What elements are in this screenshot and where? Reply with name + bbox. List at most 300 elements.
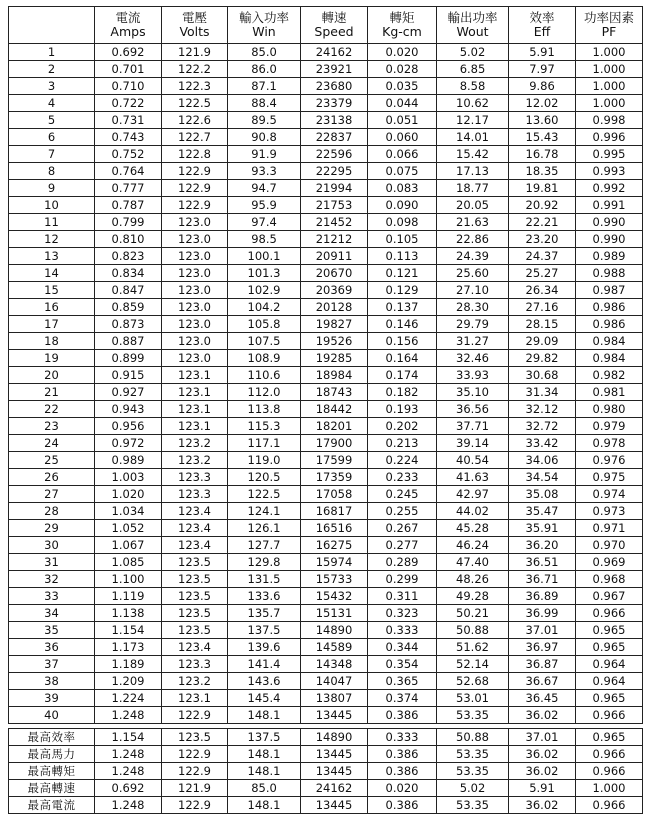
header-torque-zh: 轉矩 (389, 10, 415, 25)
summary-label: 最高效率 (9, 729, 95, 746)
cell-wout: 28.30 (437, 299, 509, 316)
cell-volts: 122.9 (162, 707, 228, 724)
header-win-en: Win (252, 24, 276, 39)
cell-torque: 0.035 (368, 78, 437, 95)
cell-torque: 0.020 (368, 44, 437, 61)
cell-volts: 122.9 (162, 163, 228, 180)
cell-speed: 13445 (301, 797, 368, 814)
cell-eff: 16.78 (509, 146, 576, 163)
cell-speed: 20911 (301, 248, 368, 265)
cell-win: 101.3 (228, 265, 301, 282)
cell-eff: 36.45 (509, 690, 576, 707)
cell-index: 28 (9, 503, 95, 520)
cell-pf: 0.998 (576, 112, 643, 129)
cell-amps: 0.847 (95, 282, 162, 299)
table-row (9, 333, 643, 350)
cell-volts: 122.7 (162, 129, 228, 146)
cell-wout: 52.68 (437, 673, 509, 690)
cell-win: 131.5 (228, 571, 301, 588)
cell-amps: 1.224 (95, 690, 162, 707)
cell-win: 108.9 (228, 350, 301, 367)
cell-eff: 32.72 (509, 418, 576, 435)
cell-speed: 22295 (301, 163, 368, 180)
summary-label: 最高轉矩 (9, 763, 95, 780)
cell-torque: 0.060 (368, 129, 437, 146)
header-eff (509, 7, 576, 44)
cell-volts: 123.1 (162, 418, 228, 435)
cell-speed: 17058 (301, 486, 368, 503)
cell-amps: 1.085 (95, 554, 162, 571)
cell-index: 37 (9, 656, 95, 673)
cell-win: 112.0 (228, 384, 301, 401)
table-row (9, 163, 643, 180)
cell-win: 102.9 (228, 282, 301, 299)
cell-wout: 17.13 (437, 163, 509, 180)
cell-win: 119.0 (228, 452, 301, 469)
cell-speed: 16516 (301, 520, 368, 537)
cell-win: 148.1 (228, 763, 301, 780)
cell-amps: 0.701 (95, 61, 162, 78)
cell-volts: 123.5 (162, 571, 228, 588)
cell-amps: 0.915 (95, 367, 162, 384)
table-row (9, 282, 643, 299)
cell-amps: 1.067 (95, 537, 162, 554)
header-volts-zh: 電壓 (181, 10, 207, 25)
cell-eff: 7.97 (509, 61, 576, 78)
cell-speed: 18201 (301, 418, 368, 435)
table-row (9, 316, 643, 333)
cell-amps: 0.956 (95, 418, 162, 435)
cell-index: 21 (9, 384, 95, 401)
summary-row (9, 780, 643, 797)
cell-index: 12 (9, 231, 95, 248)
cell-amps: 0.859 (95, 299, 162, 316)
table-row (9, 690, 643, 707)
cell-torque: 0.233 (368, 469, 437, 486)
cell-volts: 123.2 (162, 452, 228, 469)
cell-win: 117.1 (228, 435, 301, 452)
cell-wout: 47.40 (437, 554, 509, 571)
cell-torque: 0.267 (368, 520, 437, 537)
cell-wout: 24.39 (437, 248, 509, 265)
table-row (9, 61, 643, 78)
header-eff-zh: 效率 (529, 10, 555, 25)
cell-index: 14 (9, 265, 95, 282)
cell-index: 23 (9, 418, 95, 435)
cell-speed: 16817 (301, 503, 368, 520)
cell-amps: 1.003 (95, 469, 162, 486)
cell-win: 145.4 (228, 690, 301, 707)
cell-wout: 37.71 (437, 418, 509, 435)
cell-volts: 122.9 (162, 746, 228, 763)
table-row (9, 639, 643, 656)
cell-torque: 0.164 (368, 350, 437, 367)
cell-index: 11 (9, 214, 95, 231)
cell-win: 104.2 (228, 299, 301, 316)
cell-wout: 44.02 (437, 503, 509, 520)
cell-wout: 5.02 (437, 44, 509, 61)
table-row (9, 265, 643, 282)
cell-wout: 48.26 (437, 571, 509, 588)
cell-volts: 123.0 (162, 248, 228, 265)
table-row (9, 588, 643, 605)
cell-volts: 122.5 (162, 95, 228, 112)
cell-speed: 14890 (301, 622, 368, 639)
header-win (228, 7, 301, 44)
cell-index: 18 (9, 333, 95, 350)
cell-wout: 50.21 (437, 605, 509, 622)
summary-label: 最高電流 (9, 797, 95, 814)
cell-amps: 0.692 (95, 780, 162, 797)
cell-wout: 50.88 (437, 729, 509, 746)
cell-pf: 0.970 (576, 537, 643, 554)
cell-speed: 14348 (301, 656, 368, 673)
cell-torque: 0.182 (368, 384, 437, 401)
cell-pf: 0.966 (576, 763, 643, 780)
cell-pf: 0.981 (576, 384, 643, 401)
cell-win: 122.5 (228, 486, 301, 503)
cell-volts: 121.9 (162, 44, 228, 61)
cell-wout: 12.17 (437, 112, 509, 129)
cell-amps: 0.927 (95, 384, 162, 401)
cell-wout: 53.35 (437, 797, 509, 814)
cell-index: 17 (9, 316, 95, 333)
cell-wout: 35.10 (437, 384, 509, 401)
cell-volts: 123.2 (162, 673, 228, 690)
cell-wout: 46.24 (437, 537, 509, 554)
cell-amps: 0.899 (95, 350, 162, 367)
summary-label: 最高轉速 (9, 780, 95, 797)
cell-index: 30 (9, 537, 95, 554)
cell-volts: 123.0 (162, 299, 228, 316)
cell-win: 141.4 (228, 656, 301, 673)
cell-wout: 33.93 (437, 367, 509, 384)
summary-rows (9, 729, 643, 814)
cell-speed: 18984 (301, 367, 368, 384)
cell-index: 39 (9, 690, 95, 707)
cell-speed: 24162 (301, 780, 368, 797)
cell-win: 110.6 (228, 367, 301, 384)
table-row (9, 656, 643, 673)
table-row (9, 384, 643, 401)
cell-index: 16 (9, 299, 95, 316)
cell-win: 124.1 (228, 503, 301, 520)
cell-amps: 1.119 (95, 588, 162, 605)
cell-torque: 0.083 (368, 180, 437, 197)
cell-torque: 0.193 (368, 401, 437, 418)
header-torque-en: Kg-cm (382, 24, 422, 39)
cell-eff: 12.02 (509, 95, 576, 112)
cell-wout: 14.01 (437, 129, 509, 146)
cell-speed: 14047 (301, 673, 368, 690)
cell-win: 135.7 (228, 605, 301, 622)
cell-amps: 0.989 (95, 452, 162, 469)
table-row (9, 537, 643, 554)
header-volts (162, 7, 228, 44)
cell-pf: 0.990 (576, 231, 643, 248)
cell-torque: 0.137 (368, 299, 437, 316)
header-win-zh: 輸入功率 (238, 10, 289, 25)
cell-torque: 0.333 (368, 729, 437, 746)
cell-eff: 33.42 (509, 435, 576, 452)
cell-speed: 19827 (301, 316, 368, 333)
cell-amps: 0.972 (95, 435, 162, 452)
cell-torque: 0.146 (368, 316, 437, 333)
table-row (9, 707, 643, 724)
cell-pf: 0.984 (576, 333, 643, 350)
cell-amps: 0.722 (95, 95, 162, 112)
table-row (9, 112, 643, 129)
table-row (9, 401, 643, 418)
cell-amps: 0.692 (95, 44, 162, 61)
cell-torque: 0.020 (368, 780, 437, 797)
cell-index: 22 (9, 401, 95, 418)
cell-volts: 123.0 (162, 282, 228, 299)
cell-pf: 0.989 (576, 248, 643, 265)
cell-wout: 32.46 (437, 350, 509, 367)
header-index (9, 7, 95, 44)
cell-pf: 1.000 (576, 78, 643, 95)
cell-volts: 122.2 (162, 61, 228, 78)
cell-volts: 122.9 (162, 197, 228, 214)
cell-speed: 13445 (301, 746, 368, 763)
cell-pf: 0.964 (576, 656, 643, 673)
cell-pf: 0.969 (576, 554, 643, 571)
cell-speed: 22837 (301, 129, 368, 146)
cell-speed: 17900 (301, 435, 368, 452)
cell-pf: 0.966 (576, 605, 643, 622)
cell-index: 7 (9, 146, 95, 163)
summary-row (9, 797, 643, 814)
cell-torque: 0.386 (368, 707, 437, 724)
cell-torque: 0.113 (368, 248, 437, 265)
cell-wout: 53.35 (437, 763, 509, 780)
cell-amps: 0.710 (95, 78, 162, 95)
table-row (9, 554, 643, 571)
cell-index: 6 (9, 129, 95, 146)
cell-eff: 37.01 (509, 729, 576, 746)
header-speed (301, 7, 368, 44)
cell-wout: 29.79 (437, 316, 509, 333)
cell-amps: 1.034 (95, 503, 162, 520)
header-speed-en: Speed (314, 24, 354, 39)
cell-wout: 42.97 (437, 486, 509, 503)
cell-eff: 36.87 (509, 656, 576, 673)
cell-index: 19 (9, 350, 95, 367)
cell-win: 139.6 (228, 639, 301, 656)
cell-eff: 9.86 (509, 78, 576, 95)
cell-pf: 0.968 (576, 571, 643, 588)
cell-index: 13 (9, 248, 95, 265)
cell-pf: 1.000 (576, 61, 643, 78)
cell-pf: 0.990 (576, 214, 643, 231)
cell-wout: 10.62 (437, 95, 509, 112)
cell-speed: 23921 (301, 61, 368, 78)
table-row (9, 418, 643, 435)
header-wout-zh: 輸出功率 (447, 10, 498, 25)
cell-win: 91.9 (228, 146, 301, 163)
table-row (9, 673, 643, 690)
cell-wout: 36.56 (437, 401, 509, 418)
cell-speed: 17599 (301, 452, 368, 469)
cell-pf: 0.974 (576, 486, 643, 503)
cell-pf: 1.000 (576, 780, 643, 797)
cell-torque: 0.255 (368, 503, 437, 520)
cell-eff: 36.67 (509, 673, 576, 690)
cell-index: 29 (9, 520, 95, 537)
cell-win: 87.1 (228, 78, 301, 95)
cell-eff: 36.02 (509, 707, 576, 724)
cell-amps: 1.209 (95, 673, 162, 690)
table-row (9, 622, 643, 639)
cell-eff: 35.91 (509, 520, 576, 537)
cell-pf: 0.982 (576, 367, 643, 384)
cell-win: 93.3 (228, 163, 301, 180)
table-row (9, 367, 643, 384)
cell-amps: 0.764 (95, 163, 162, 180)
cell-torque: 0.299 (368, 571, 437, 588)
cell-index: 33 (9, 588, 95, 605)
table-row (9, 350, 643, 367)
header-volts-en: Volts (179, 24, 210, 39)
cell-speed: 23680 (301, 78, 368, 95)
table-row (9, 571, 643, 588)
cell-win: 126.1 (228, 520, 301, 537)
cell-index: 25 (9, 452, 95, 469)
cell-eff: 35.08 (509, 486, 576, 503)
table-row (9, 129, 643, 146)
cell-volts: 122.3 (162, 78, 228, 95)
cell-torque: 0.129 (368, 282, 437, 299)
cell-wout: 50.88 (437, 622, 509, 639)
cell-wout: 27.10 (437, 282, 509, 299)
cell-amps: 1.052 (95, 520, 162, 537)
header-pf-zh: 功率因素 (583, 10, 634, 25)
cell-eff: 30.68 (509, 367, 576, 384)
cell-wout: 53.01 (437, 690, 509, 707)
cell-speed: 13807 (301, 690, 368, 707)
cell-win: 107.5 (228, 333, 301, 350)
header-amps-zh: 電流 (115, 10, 141, 25)
cell-amps: 0.799 (95, 214, 162, 231)
cell-eff: 36.89 (509, 588, 576, 605)
cell-wout: 53.35 (437, 746, 509, 763)
cell-pf: 0.978 (576, 435, 643, 452)
motor-performance-sheet (8, 6, 642, 814)
cell-amps: 0.823 (95, 248, 162, 265)
cell-volts: 123.0 (162, 350, 228, 367)
cell-speed: 19285 (301, 350, 368, 367)
table-row (9, 605, 643, 622)
summary-row (9, 729, 643, 746)
cell-pf: 1.000 (576, 95, 643, 112)
table-row (9, 146, 643, 163)
table-row (9, 299, 643, 316)
cell-pf: 0.965 (576, 729, 643, 746)
cell-win: 148.1 (228, 797, 301, 814)
cell-speed: 21212 (301, 231, 368, 248)
cell-win: 95.9 (228, 197, 301, 214)
cell-index: 4 (9, 95, 95, 112)
cell-wout: 18.77 (437, 180, 509, 197)
cell-torque: 0.051 (368, 112, 437, 129)
cell-pf: 0.975 (576, 469, 643, 486)
cell-torque: 0.311 (368, 588, 437, 605)
table-row (9, 95, 643, 112)
header-pf-en: PF (601, 24, 617, 39)
table-row (9, 78, 643, 95)
cell-torque: 0.090 (368, 197, 437, 214)
cell-win: 148.1 (228, 746, 301, 763)
cell-speed: 23379 (301, 95, 368, 112)
cell-torque: 0.075 (368, 163, 437, 180)
cell-pf: 0.979 (576, 418, 643, 435)
cell-torque: 0.044 (368, 95, 437, 112)
summary-label: 最高馬力 (9, 746, 95, 763)
cell-volts: 123.1 (162, 401, 228, 418)
cell-index: 3 (9, 78, 95, 95)
cell-amps: 1.154 (95, 622, 162, 639)
cell-torque: 0.121 (368, 265, 437, 282)
cell-volts: 123.4 (162, 503, 228, 520)
cell-eff: 23.20 (509, 231, 576, 248)
cell-pf: 0.965 (576, 622, 643, 639)
cell-eff: 36.51 (509, 554, 576, 571)
cell-volts: 123.4 (162, 639, 228, 656)
cell-pf: 0.976 (576, 452, 643, 469)
cell-pf: 0.966 (576, 707, 643, 724)
table-row (9, 180, 643, 197)
cell-win: 148.1 (228, 707, 301, 724)
cell-amps: 0.887 (95, 333, 162, 350)
table-row (9, 214, 643, 231)
cell-index: 2 (9, 61, 95, 78)
summary-row (9, 746, 643, 763)
cell-eff: 36.02 (509, 763, 576, 780)
table-row (9, 486, 643, 503)
cell-wout: 40.54 (437, 452, 509, 469)
cell-amps: 1.173 (95, 639, 162, 656)
cell-torque: 0.386 (368, 763, 437, 780)
cell-wout: 31.27 (437, 333, 509, 350)
cell-torque: 0.105 (368, 231, 437, 248)
cell-eff: 24.37 (509, 248, 576, 265)
cell-torque: 0.066 (368, 146, 437, 163)
table-row (9, 452, 643, 469)
cell-amps: 0.743 (95, 129, 162, 146)
cell-speed: 20369 (301, 282, 368, 299)
header-torque (368, 7, 437, 44)
cell-index: 31 (9, 554, 95, 571)
cell-amps: 1.248 (95, 797, 162, 814)
cell-win: 86.0 (228, 61, 301, 78)
cell-index: 40 (9, 707, 95, 724)
cell-volts: 123.3 (162, 486, 228, 503)
cell-volts: 122.9 (162, 763, 228, 780)
cell-volts: 123.0 (162, 214, 228, 231)
cell-pf: 0.986 (576, 299, 643, 316)
header-row (9, 7, 643, 44)
cell-torque: 0.202 (368, 418, 437, 435)
cell-amps: 0.777 (95, 180, 162, 197)
cell-speed: 13445 (301, 707, 368, 724)
cell-win: 137.5 (228, 729, 301, 746)
cell-torque: 0.028 (368, 61, 437, 78)
header-pf (576, 7, 643, 44)
cell-volts: 123.0 (162, 231, 228, 248)
cell-wout: 49.28 (437, 588, 509, 605)
data-rows (9, 44, 643, 724)
